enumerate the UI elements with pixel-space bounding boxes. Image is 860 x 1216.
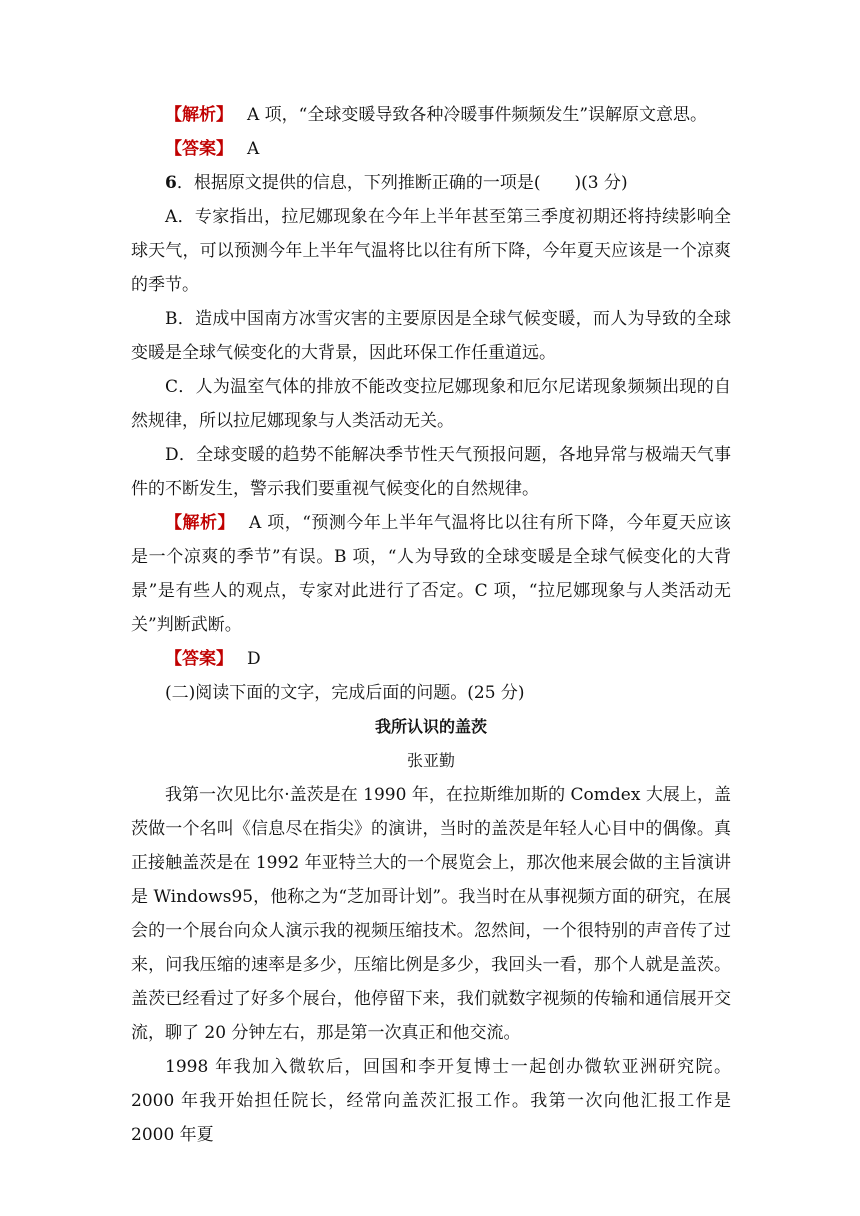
answer-tag: 【答案】 [165,139,233,159]
analysis-5 [131,98,731,132]
analysis-text: A 项，“预测今年上半年气温将比以往有所下降，今年夏天应该是一个凉爽的季节”有误。B 项，“人为导致的全球变暖是全球气候变化的大背景”是有些人的观点，专家对此进行了否定。C 项，“拉尼娜现象与人类活动无关”判断武断。 [131,513,732,635]
analysis-tag: 【解析】 [165,513,236,533]
question-stem: ．根据原文提供的信息，下列推断正确的一项是( )(3 分) [176,173,628,193]
answer-6 [131,642,731,676]
answer-text: A [247,139,260,159]
option-a: A．专家指出，拉尼娜现象在今年上半年甚至第三季度初期还将持续影响全球天气，可以预测今年上半年气温将比以往有所下降，今年夏天应该是一个凉爽的季节。 [131,207,731,295]
article-title: 我所认识的盖茨 [374,717,487,736]
article-author: 张亚勤 [406,751,455,770]
article-paragraph-2: 1998 年我加入微软后，回国和李开复博士一起创办微软亚洲研究院。2000 年我开始担任院长，经常向盖茨汇报工作。我第一次向他汇报工作是 2000 年夏 [131,1057,731,1145]
option-d: D．全球变暖的趋势不能解决季节性天气预报问题，各地异常与极端天气事件的不断发生，警示我们要重视气候变化的自然规律。 [131,445,731,499]
option-c: C．人为温室气体的排放不能改变拉尼娜现象和厄尔尼诺现象频频出现的自然规律，所以拉尼娜现象与人类活动无关。 [131,377,731,431]
analysis-text: A 项，“全球变暖导致各种冷暖事件频频发生”误解原文意思。 [247,105,708,125]
analysis-tag: 【解析】 [165,105,233,125]
question-number: 6 [165,173,177,193]
document-page [131,98,731,1152]
section-heading: (二)阅读下面的文字，完成后面的问题。(25 分) [165,683,525,703]
answer-tag: 【答案】 [165,649,233,669]
option-b: B．造成中国南方冰雪灾害的主要原因是全球气候变暖，而人为导致的全球变暖是全球气候变化的大背景，因此环保工作任重道远。 [131,309,731,363]
question-6-stem [131,166,731,200]
answer-text: D [247,649,261,669]
answer-5 [131,132,731,166]
analysis-6 [131,506,731,642]
article-paragraph-1: 我第一次见比尔·盖茨是在 1990 年，在拉斯维加斯的 Comdex 大展上，盖茨做一个名叫《信息尽在指尖》的演讲，当时的盖茨是年轻人心目中的偶像。真正接触盖茨是在 1992 年亚特兰大的一个展览会上，那次他来展会做的主旨演讲是 Windows95，他称之为“芝加哥计划”。我当时在从事视频方面的研究，在展会的一个展台向众人演示我的视频压缩技术。忽然间，一个很特别的声音传了过来，问我压缩的速率是多少，压缩比例是多少，我回头一看，那个人就是盖茨。盖茨已经看过了好多个展台，他停留下来，我们就数字视频的传输和通信展开交流，聊了 20 分钟左右，那是第一次真正和他交流。 [131,785,731,1043]
